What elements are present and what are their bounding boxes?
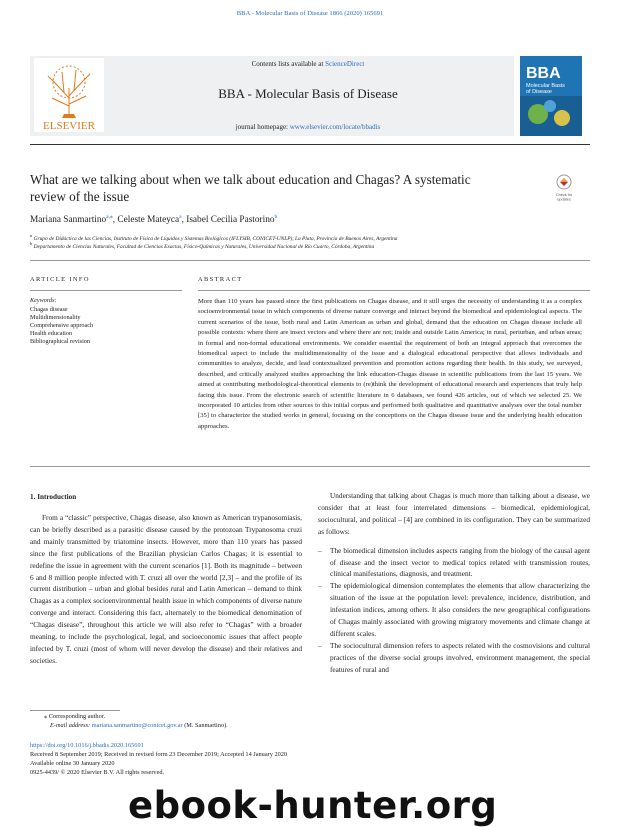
- journal-cover-image: [520, 56, 582, 136]
- homepage-link[interactable]: www.elsevier.com/locate/bbadis: [289, 123, 381, 131]
- author-2[interactable]: Celeste Mateyca$^a$: [117, 214, 182, 226]
- abstract-heading: ABSTRACT: [198, 276, 243, 283]
- keyword-item: Comprehensive approach: [30, 322, 94, 329]
- contents-availability: [104, 60, 512, 68]
- corresponding-author-note: ⁎ Corresponding author.: [44, 713, 106, 720]
- svg-text:Molecular Basis: Molecular Basis: [526, 83, 565, 89]
- abstract-text: More than 110 years has passed since the first publications on Chagas disease, and it still urges the necessity of understanding it as a complex socioenvironmental issue in which components of diverse nature converge and interact beyond the biomedical and epidemiological aspects. The current scenarios of the issue, both rural and Latin American as urban and global, demand that the education on Chagas disease include all possible contexts: where there are insect vectors and where there are not; inside and outside Latin America; in rural, periurban, and urban areas; in formal and non-formal educational environments. We consider essential the requirement of both an integral approach that overcomes the biomedical aspect to include the multidimensionality of the issue and a dialogical educational perspective that allows individuals and communities to analyze, decide, and lead contextualized prevention and promotion actions regarding their health. In this study, we surveyed, described, and critically analyzed studies approaching the link education-Chagas disease in scientific publications from the last 15 years. We aimed at contributing methodological-theoretical elements to (re)think the development of educational research and experiences that truly help facing this issue. From the electronic search of scientific literature in 6 databases, we found 426 articles, out of which we selected 25. We incorporated 10 articles from other sources to this initial corpus and performed both qualitative and quantitative analyses over the total number [35] to characterize the studied works in general, focusing on the conceptions on the Chagas disease issue and the underlying health education approaches.: [198, 298, 582, 430]
- article-info-heading: ARTICLE INFO: [30, 276, 90, 283]
- doi-link[interactable]: https://doi.org/10.1016/j.bbadis.2020.165691: [30, 742, 144, 749]
- email-note: E-mail address: mariana.sanmartino@conicet.gov.ar (M. Sanmartino).: [50, 722, 228, 729]
- article-info-rule: [30, 290, 182, 291]
- publisher-name: ELSEVIER: [43, 120, 95, 132]
- section-heading-introduction: 1. Introduction: [30, 493, 77, 501]
- crossmark-badge[interactable]: [549, 172, 579, 202]
- keyword-item: Bibliographical revision: [30, 338, 90, 345]
- dimension-bullet: – The biomedical dimension includes aspects ranging from the biology of the causal agent of disease and the insect vector to medical topics related with transmission routes, clinical manifestations, diagnosis, and treatment.: [318, 545, 590, 581]
- svg-text:updates: updates: [557, 197, 571, 202]
- article-title: What are we talking about when we talk about education and Chagas? A systematic review of the issue: [30, 172, 471, 204]
- received-dates: Received 8 September 2019; Received in revised form 23 December 2019; Accepted 14 January 2020: [30, 751, 288, 758]
- left-column: [30, 512, 302, 667]
- journal-title: BBA - Molecular Basis of Disease: [218, 86, 398, 101]
- sciencedirect-link[interactable]: ScienceDirect: [325, 60, 365, 68]
- intro-paragraph: Understanding that talking about Chagas is much more than talking about a disease, we consider that at least four interrelated dimensions – biomedical, epidemiological, sociocultural, and political – [4] are combined in its configuration. They can be summarized as follows:: [318, 491, 590, 536]
- journal-homepage: [104, 123, 512, 131]
- keyword-item: Health education: [30, 330, 73, 337]
- copyright-note: 0925-4439/ © 2020 Elsevier B.V. All rights reserved.: [30, 769, 165, 776]
- elsevier-tree-logo: [34, 58, 104, 132]
- footnote-rule: [30, 710, 120, 711]
- abstract-divider: [30, 466, 590, 467]
- header-divider: [30, 144, 590, 145]
- svg-text:Check for: Check for: [555, 193, 573, 197]
- homepage-prefix: journal homepage:: [235, 123, 290, 131]
- author-list: Mariana Sanmartino$^{a,⁎}$, Celeste Mateyca$^a$, Isabel Cecilia Pastorino$^b$: [30, 214, 278, 226]
- abstract-rule: [198, 290, 590, 291]
- affiliation-divider: [30, 260, 590, 261]
- watermark-text: ebook-hunter.org: [128, 784, 498, 827]
- affiliation-a: $^a$ Grupo de Didáctica de las Ciencias, Instituto de Física de Líquidos y Sistemas Biológicos (IFLYSIB, CONICET-UNLP), La Plata, Provincia de Buenos Aires, Argentina: [30, 233, 398, 242]
- dimension-bullet: – The sociocultural dimension refers to aspects related with the cosmovisions and cultural practices of the diverse social groups involved, environment management, the special features of rural and: [318, 640, 590, 676]
- svg-text:of Disease: of Disease: [526, 89, 552, 95]
- affiliation-b: $^b$ Departamento de Ciencias Naturales, Facultad de Ciencias Exactas, Físico-Químicas y Naturales, Universidad Nacional de Río Cuarto, Córdoba, Argentina: [30, 241, 375, 250]
- online-date: Available online 30 January 2020: [30, 760, 115, 767]
- author-3[interactable]: Isabel Cecilia Pastorino$^b$: [186, 214, 278, 226]
- dimension-bullet: – The epidemiological dimension contemplates the elements that allow characterizing the situation of the issue at the population level: prevalence, incidence, distribution, and infestation indices, among others. It also considers the new geographical configurations of Chagas mainly associated with growing migratory movements and climate change at different scales.: [318, 580, 590, 640]
- keyword-item: Multidimensionality: [30, 314, 81, 321]
- contents-prefix: Contents lists available at: [251, 60, 326, 68]
- intro-paragraph: From a “classic” perspective, Chagas disease, also known as American trypanosomiasis, can be briefly described as a parasitic disease caused by the protozoan Trypanosoma cruzi and mainly transmitted by triatomine insects. However, more than 110 years has passed since the first publications of the Brazilian physician Carlos Chagas; it is essential to redefine the issue in agreement with the current scenarios [1]. Both its magnitude – between 6 and 8 million people infected with T. cruzi all over the world [2,3] – and the profile of its current distribution – urban and global besides rural and Latin American – demand to think Chagas as a complex socioenvironmental health issue in which components of diverse nature converge and interact. Considering this fact, alternately to the biomedical denomination of “Chagas disease”, throughout this article we will also refer to “Chagas” with a broader meaning, to include the psychological, legal, and socioeconomic issues that affect people infected by T. cruzi (most of whom will never develop the disease) and their relatives and societies.: [30, 513, 302, 665]
- author-1[interactable]: Mariana Sanmartino$^{a,⁎}$: [30, 214, 113, 226]
- right-column: [318, 490, 590, 676]
- journal-citation-link[interactable]: BBA - Molecular Basis of Disease 1866 (2020) 165691: [236, 10, 384, 17]
- keyword-item: Chagas disease: [30, 306, 68, 313]
- email-link[interactable]: mariana.sanmartino@conicet.gov.ar: [91, 722, 183, 729]
- keywords-label: Keywords:: [30, 297, 57, 304]
- svg-text:BBA: BBA: [526, 65, 561, 82]
